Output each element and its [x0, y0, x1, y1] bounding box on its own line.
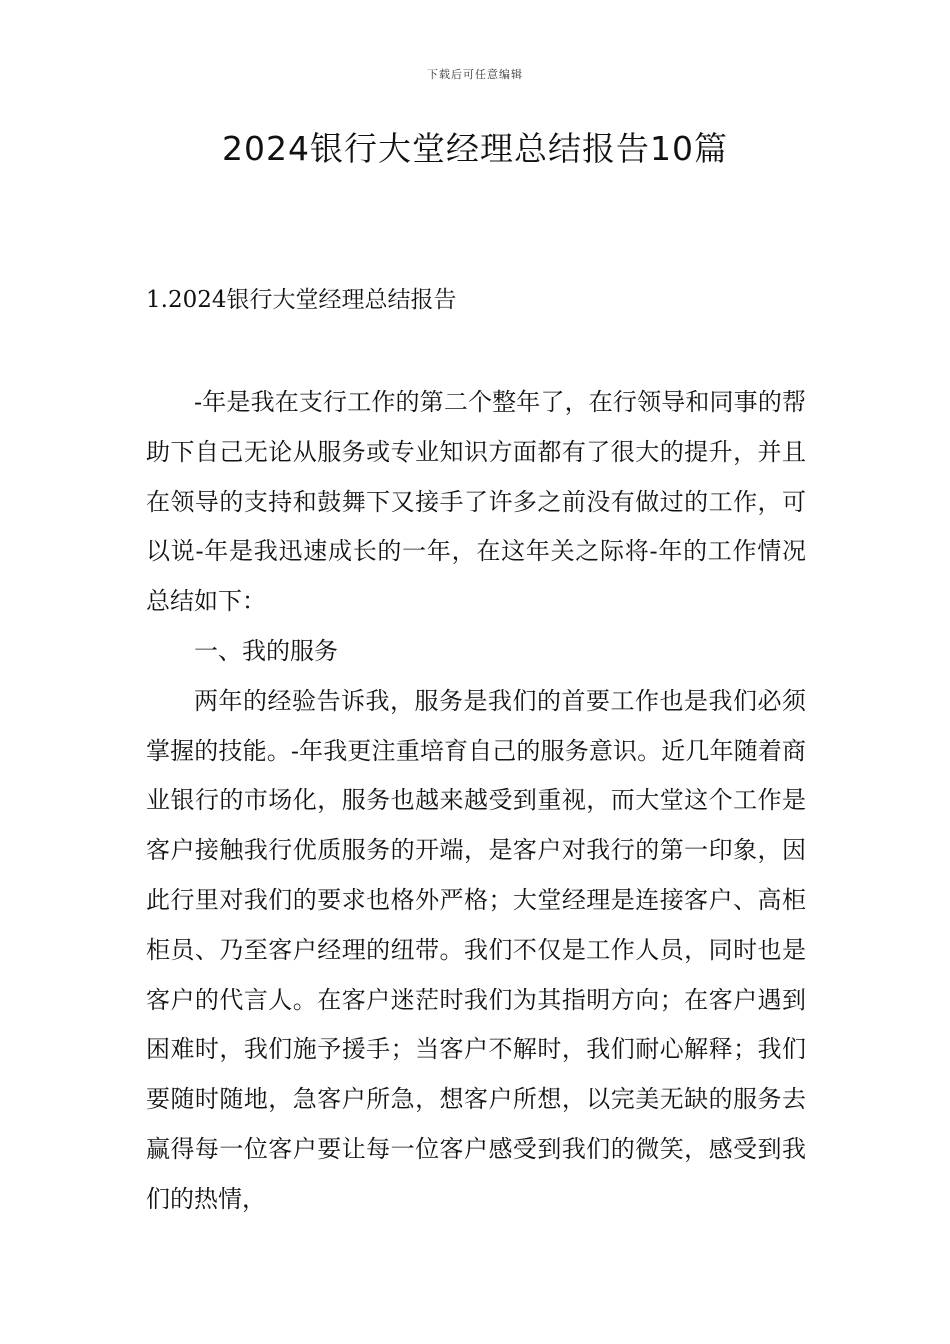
- document-body: [146, 378, 806, 1225]
- subheading-my-service: 一、我的服务: [194, 636, 338, 665]
- header-note: 下载后可任意编辑: [427, 68, 523, 81]
- section-heading: 1.2024银行大堂经理总结报告: [146, 287, 457, 313]
- paragraph-service: 两年的经验告诉我，服务是我们的首要工作也是我们必须掌握的技能。-年我更注重培育自己的服务意识。近几年随着商业银行的市场化，服务也越来越受到重视，而大堂这个工作是客户接触我行优质服务的开端，是客户对我行的第一印象，因此行里对我们的要求也格外严格；大堂经理是连接客户、高柜柜员、乃至客户经理的纽带。我们不仅是工作人员，同时也是客户的代言人。在客户迷茫时我们为其指明方向；在客户遇到困难时，我们施予援手；当客户不解时，我们耐心解释；我们要随时随地，急客户所急，想客户所想，以完美无缺的服务去赢得每一位客户要让每一位客户感受到我们的微笑，感受到我们的热情，: [146, 686, 806, 1213]
- paragraph-intro: -年是我在支行工作的第二个整年了，在行领导和同事的帮助下自己无论从服务或专业知识方面都有了很大的提升，并且在领导的支持和鼓舞下又接手了许多之前没有做过的工作，可以说-年是我迅速成长的一年，在这年关之际将-年的工作情况总结如下：: [146, 388, 806, 616]
- document-title: 2024银行大堂经理总结报告10篇: [222, 129, 728, 168]
